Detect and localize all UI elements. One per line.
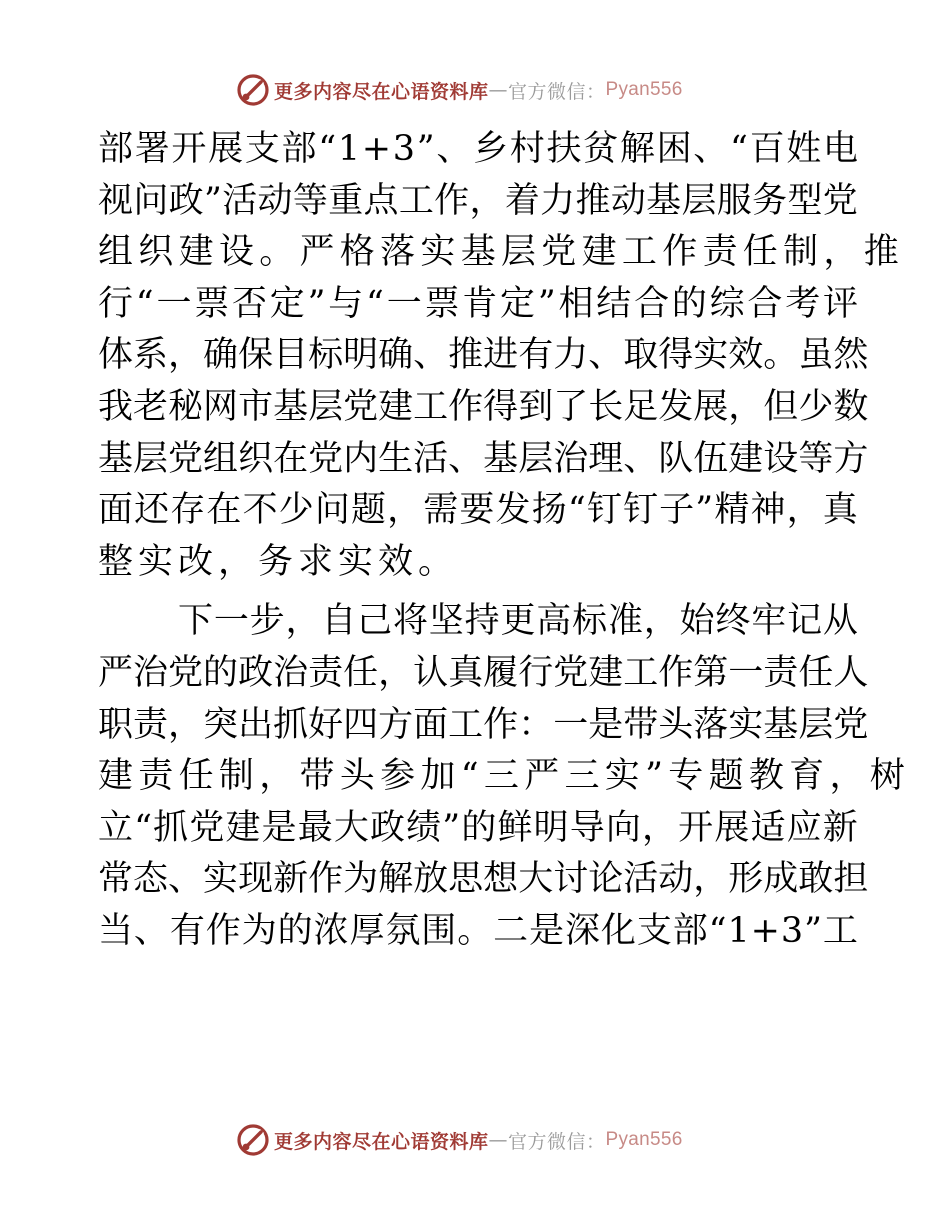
- text-line: 职 责 ， 突 出 抓 好 四 方 面 工 作 ： 一 是 带 头 落 实 基 层 党: [98, 704, 869, 745]
- paragraph-gap: [98, 588, 858, 596]
- text-line: 组织建设。严格落实基层党建工作责任制，推: [98, 232, 905, 273]
- text-line: 体 系 ， 确 保 目 标 明 确 、 推 进 有 力 、 取 得 实 效 。 虽 然: [98, 335, 869, 376]
- text-line: 视 问 政 ” 活 动 等 重 点 工 作 ， 着 力 推 动 基 层 服 务 型 党: [98, 180, 858, 221]
- banner-library-text: 更多内容尽在心语资料库: [274, 80, 489, 103]
- text-line: 行 “ 一 票 否 定 ” 与 “ 一 票 肯 定 ” 相 结 合 的 综 合 考 评: [98, 283, 858, 324]
- text-line: 立 “ 抓 党 建 是 最 大 政 绩 ” 的 鲜 明 导 向 ， 开 展 适 应 新: [98, 807, 858, 848]
- text-line: 严 治 党 的 政 治 责 任 ， 认 真 履 行 党 建 工 作 第 一 责 任 人: [98, 652, 869, 693]
- banner-wechat-label: 官方微信：: [508, 80, 606, 103]
- footer-banner: [236, 1122, 683, 1158]
- text-line: 部 署 开 展 支 部 “ 1 + 3 ” 、 乡 村 扶 贫 解 困 、 “ 百 姓 电: [98, 129, 858, 169]
- text-line: 建责任制，带头参加“三严三实”专题教育，树: [98, 756, 911, 797]
- header-banner: [236, 72, 683, 108]
- banner-wechat-handle: Pyan556: [605, 79, 683, 100]
- red-brush-logo-icon: [236, 73, 270, 107]
- text-line: 整实改，务求实效。: [98, 541, 459, 582]
- text-line: 我 老 秘 网 市 基 层 党 建 工 作 得 到 了 长 足 发 展 ， 但 少 数: [98, 386, 869, 427]
- text-line: 常 态 、 实 现 新 作 为 解 放 思 想 大 讨 论 活 动 ， 形 成 敢 担: [98, 859, 869, 900]
- red-brush-logo-icon: [236, 1123, 270, 1157]
- banner-wechat-handle: Pyan556: [605, 1129, 683, 1150]
- text-line: 下 一 步 ， 自 己 将 坚 持 更 高 标 准 ， 始 终 牢 记 从: [178, 601, 858, 642]
- banner-wechat-label: 官方微信：: [508, 1130, 606, 1153]
- document-body: [98, 124, 911, 958]
- text-line: 当 、 有 作 为 的 浓 厚 氛 围 。 二 是 深 化 支 部 “ 1 + 3 ” 工: [98, 910, 858, 951]
- banner-dash: —: [488, 79, 509, 101]
- text-line: 基 层 党 组 织 在 党 内 生 活 、 基 层 治 理 、 队 伍 建 设 等 方: [98, 438, 869, 479]
- banner-dash: —: [488, 1129, 509, 1151]
- text-line: 面 还 存 在 不 少 问 题 ， 需 要 发 扬 “ 钉 钉 子 ” 精 神 ， 真: [98, 490, 858, 531]
- banner-library-text: 更多内容尽在心语资料库: [274, 1130, 489, 1153]
